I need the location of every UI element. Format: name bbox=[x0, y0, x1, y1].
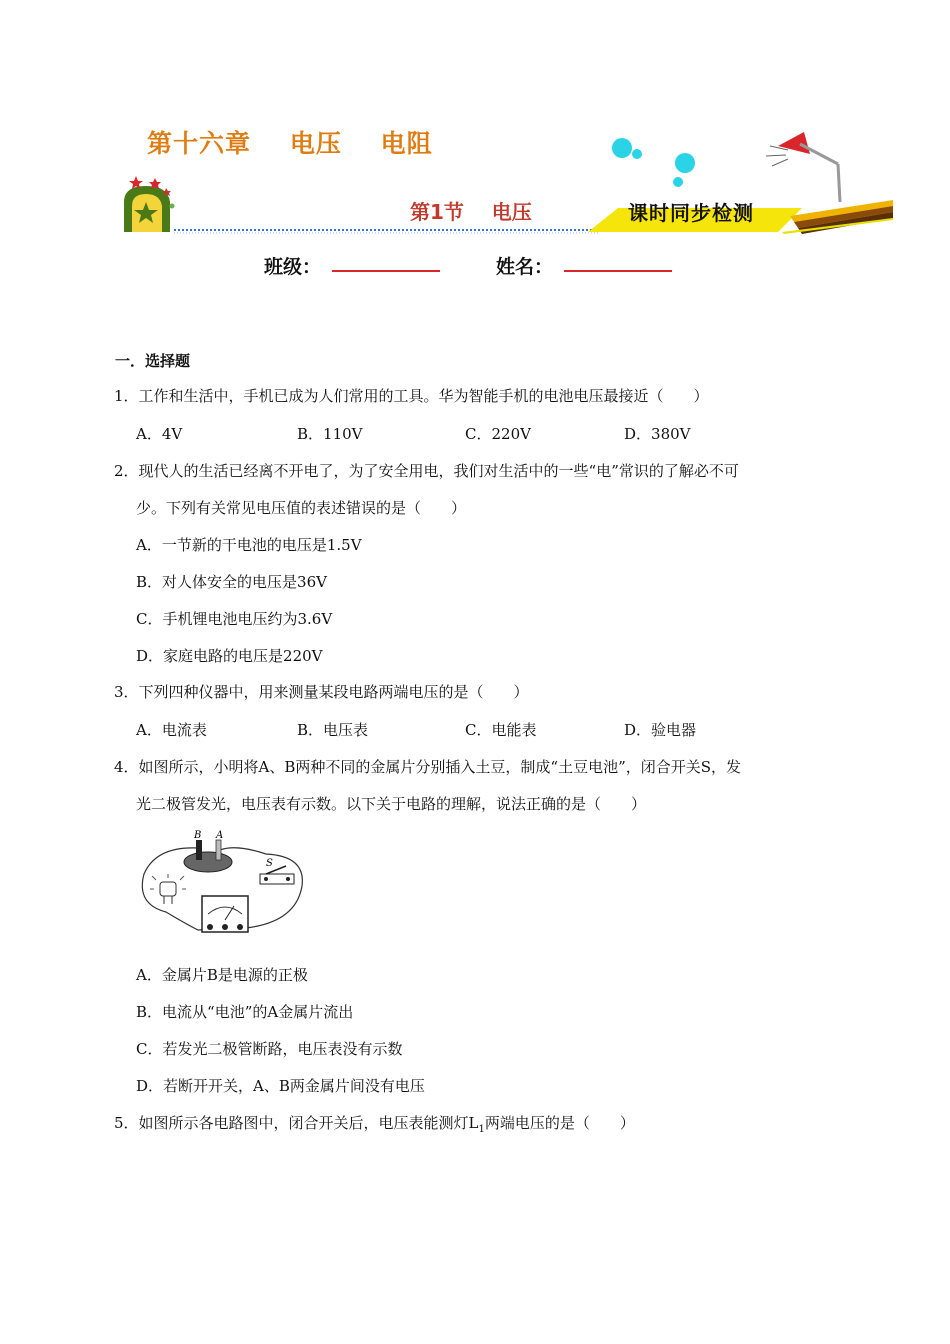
switch-icon bbox=[260, 858, 294, 884]
question-3-text: 3．下列四种仪器中，用来测量某段电路两端电压的是（ ） bbox=[114, 683, 529, 701]
q1-option-a[interactable]: A．4V bbox=[136, 425, 183, 443]
q5-text-after: 两端电压的是（ ） bbox=[484, 1114, 635, 1132]
chapter-title: 第十六章 电压 电阻 bbox=[147, 129, 433, 158]
voltmeter-icon bbox=[202, 896, 248, 932]
q3-option-a[interactable]: A．电流表 bbox=[136, 721, 207, 739]
q5-lamp-sub: 1 bbox=[478, 1124, 485, 1135]
name-label: 姓名： bbox=[496, 256, 554, 278]
desk-lamp-icon bbox=[766, 132, 840, 202]
q4-option-c[interactable]: C．若发光二极管断路，电压表没有示数 bbox=[136, 1040, 403, 1058]
question-4-line2: 光二极管发光，电压表有示数。以下关于电路的理解，说法正确的是（ ） bbox=[136, 795, 647, 813]
q2-option-a[interactable]: A．一节新的干电池的电压是1.5V bbox=[136, 536, 362, 554]
q2-option-c[interactable]: C．手机锂电池电压约为3.6V bbox=[136, 610, 333, 628]
question-5-text bbox=[114, 1113, 635, 1140]
led-icon bbox=[150, 874, 186, 904]
figure-label-s: S bbox=[266, 858, 273, 869]
q4-option-d[interactable]: D．若断开开关，A、B两金属片间没有电压 bbox=[136, 1077, 425, 1095]
figure-label-a: A bbox=[216, 830, 224, 841]
q1-option-b[interactable]: B．110V bbox=[297, 425, 363, 443]
q2-option-d[interactable]: D．家庭电路的电压是220V bbox=[136, 647, 323, 665]
bubble-icon bbox=[612, 138, 632, 158]
name-field[interactable] bbox=[564, 270, 672, 272]
potato-icon bbox=[184, 852, 232, 872]
question-2-line1: 2．现代人的生活已经离不开电了，为了安全用电，我们对生活中的一些“电”常识的了解必不可 bbox=[114, 462, 739, 480]
potato-battery-figure bbox=[136, 826, 316, 942]
star-badge-icon bbox=[124, 176, 175, 232]
q4-option-a[interactable]: A．金属片B是电源的正极 bbox=[136, 966, 308, 984]
class-label: 班级： bbox=[264, 256, 322, 278]
q3-option-b[interactable]: B．电压表 bbox=[297, 721, 369, 739]
class-field[interactable] bbox=[332, 270, 440, 272]
question-2-line2: 少。下列有关常见电压值的表述错误的是（ ） bbox=[136, 499, 467, 517]
q5-text-before: 5．如图所示各电路图中，闭合开关后，电压表能测灯 bbox=[114, 1114, 469, 1132]
question-1-text: 1．工作和生活中，手机已成为人们常用的工具。华为智能手机的电池电压最接近（ ） bbox=[114, 387, 709, 405]
figure-label-b: B bbox=[194, 830, 202, 841]
banner-text: 课时同步检测 bbox=[628, 201, 754, 225]
q3-option-d[interactable]: D．验电器 bbox=[624, 721, 697, 739]
q4-option-b[interactable]: B．电流从“电池”的A金属片流出 bbox=[136, 1003, 354, 1021]
q2-option-b[interactable]: B．对人体安全的电压是36V bbox=[136, 573, 327, 591]
q3-option-c[interactable]: C．电能表 bbox=[465, 721, 537, 739]
question-4-line1: 4．如图所示，小明将A、B两种不同的金属片分别插入土豆，制成“土豆电池”，闭合开关S，发 bbox=[114, 758, 742, 776]
section-heading: 一．选择题 bbox=[115, 352, 191, 370]
section-title: 第1节 电压 bbox=[410, 200, 532, 224]
q5-lamp: L bbox=[468, 1114, 479, 1132]
q1-option-c[interactable]: C．220V bbox=[465, 425, 531, 443]
q1-option-d[interactable]: D．380V bbox=[624, 425, 691, 443]
